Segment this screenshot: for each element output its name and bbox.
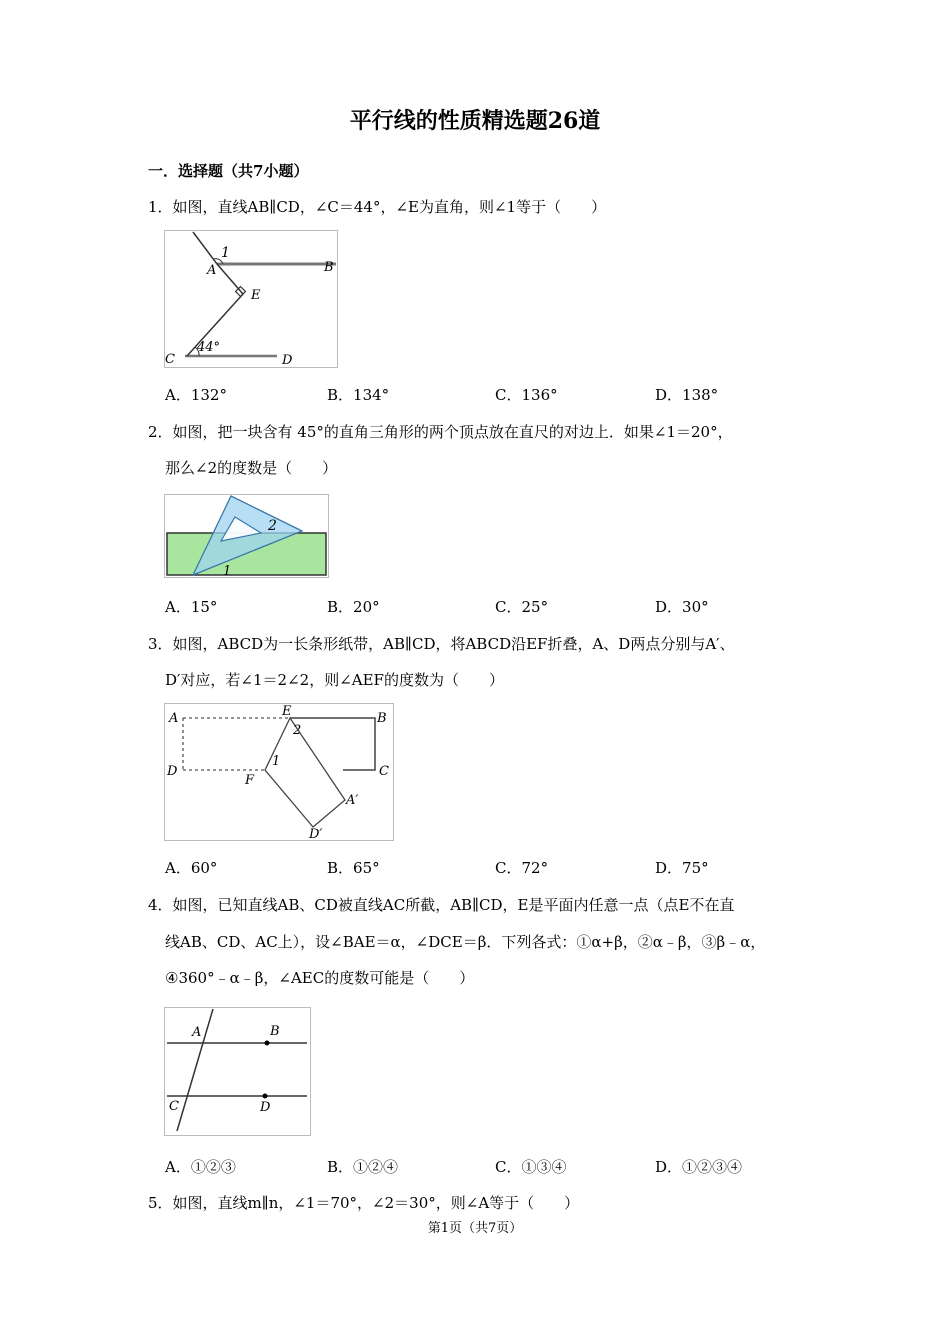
question-2-text-line1: 2．如图，把一块含有 45°的直角三角形的两个顶点放在直尺的对边上．如果∠1＝20°，: [148, 423, 733, 441]
document-title: 平行线的性质精选题26道: [349, 108, 601, 134]
q2-option-b[interactable]: B．20°: [327, 598, 380, 616]
fig1-label-a: A: [207, 263, 217, 278]
question-4-text-line1: 4．如图，已知直线AB、CD被直线AC所截，AB∥CD，E是平面内任意一点（点E不在直: [148, 896, 735, 914]
fig1-label-angle: 44°: [197, 340, 221, 355]
q4-option-d[interactable]: D．①②③④: [655, 1158, 743, 1176]
fig3-label-d: D: [167, 764, 178, 779]
fig2-label-1: 1: [223, 564, 232, 577]
question-3-text-line2: D′对应，若∠1＝2∠2，则∠AEF的度数为（ ）: [165, 671, 504, 689]
fig3-label-b: B: [377, 711, 387, 726]
question-4-figure: [164, 1007, 311, 1136]
fig4-label-d: D: [260, 1100, 271, 1115]
q4-option-b[interactable]: B．①②④: [327, 1158, 399, 1176]
question-1-text: 1．如图，直线AB∥CD，∠C＝44°，∠E为直角，则∠1等于（ ）: [148, 198, 607, 216]
q2-option-a[interactable]: A．15°: [165, 598, 218, 616]
q1-option-d[interactable]: D．138°: [655, 386, 719, 404]
q1-option-c[interactable]: C．136°: [495, 386, 558, 404]
question-3-figure: [164, 703, 394, 841]
fig3-label-d-prime: D′: [309, 827, 323, 840]
q4-option-a[interactable]: A．①②③: [165, 1158, 236, 1176]
question-2-figure: [164, 494, 329, 578]
fig1-label-d: D: [282, 353, 293, 367]
fig3-label-f: F: [245, 773, 255, 788]
fig1-label-e: E: [251, 288, 261, 303]
fig1-label-1: 1: [221, 245, 230, 261]
question-5-text: 5．如图，直线m∥n，∠1＝70°，∠2＝30°，则∠A等于（ ）: [148, 1194, 580, 1212]
question-3-text-line1: 3．如图，ABCD为一长条形纸带，AB∥CD，将ABCD沿EF折叠，A、D两点分别与A′、: [148, 635, 735, 653]
question-2-text-line2: 那么∠2的度数是（ ）: [165, 459, 338, 477]
section-heading: 一．选择题（共7小题）: [148, 162, 309, 180]
q4-option-c[interactable]: C．①③④: [495, 1158, 567, 1176]
fig3-label-1: 1: [272, 754, 281, 769]
q3-option-b[interactable]: B．65°: [327, 859, 380, 877]
fig3-label-a: A: [169, 711, 179, 726]
fig3-label-c: C: [379, 764, 389, 779]
fig4-label-b: B: [270, 1024, 280, 1039]
q2-option-c[interactable]: C．25°: [495, 598, 549, 616]
question-4-text-line3: ④360°﹣α﹣β，∠AEC的度数可能是（ ）: [165, 969, 475, 987]
question-4-text-line2: 线AB、CD、AC上），设∠BAE＝α，∠DCE＝β．下列各式：①α+β，②α﹣β，③β﹣α，: [165, 933, 766, 951]
fig3-label-a-prime: A′: [346, 793, 359, 808]
q3-option-a[interactable]: A．60°: [165, 859, 218, 877]
q1-option-a[interactable]: A．132°: [165, 386, 227, 404]
q3-option-d[interactable]: D．75°: [655, 859, 709, 877]
q3-option-c[interactable]: C．72°: [495, 859, 549, 877]
fig4-label-c: C: [169, 1099, 179, 1114]
question-1-figure: [164, 230, 338, 368]
fig3-label-e: E: [282, 704, 292, 719]
fig1-label-b: B: [324, 260, 334, 275]
fig2-label-2: 2: [268, 518, 277, 534]
page-footer: 第1页（共7页）: [427, 1221, 523, 1236]
q2-option-d[interactable]: D．30°: [655, 598, 709, 616]
fig4-label-a: A: [192, 1025, 202, 1040]
fig3-label-2: 2: [293, 723, 302, 738]
q1-option-b[interactable]: B．134°: [327, 386, 390, 404]
fig1-label-c: C: [165, 352, 175, 367]
